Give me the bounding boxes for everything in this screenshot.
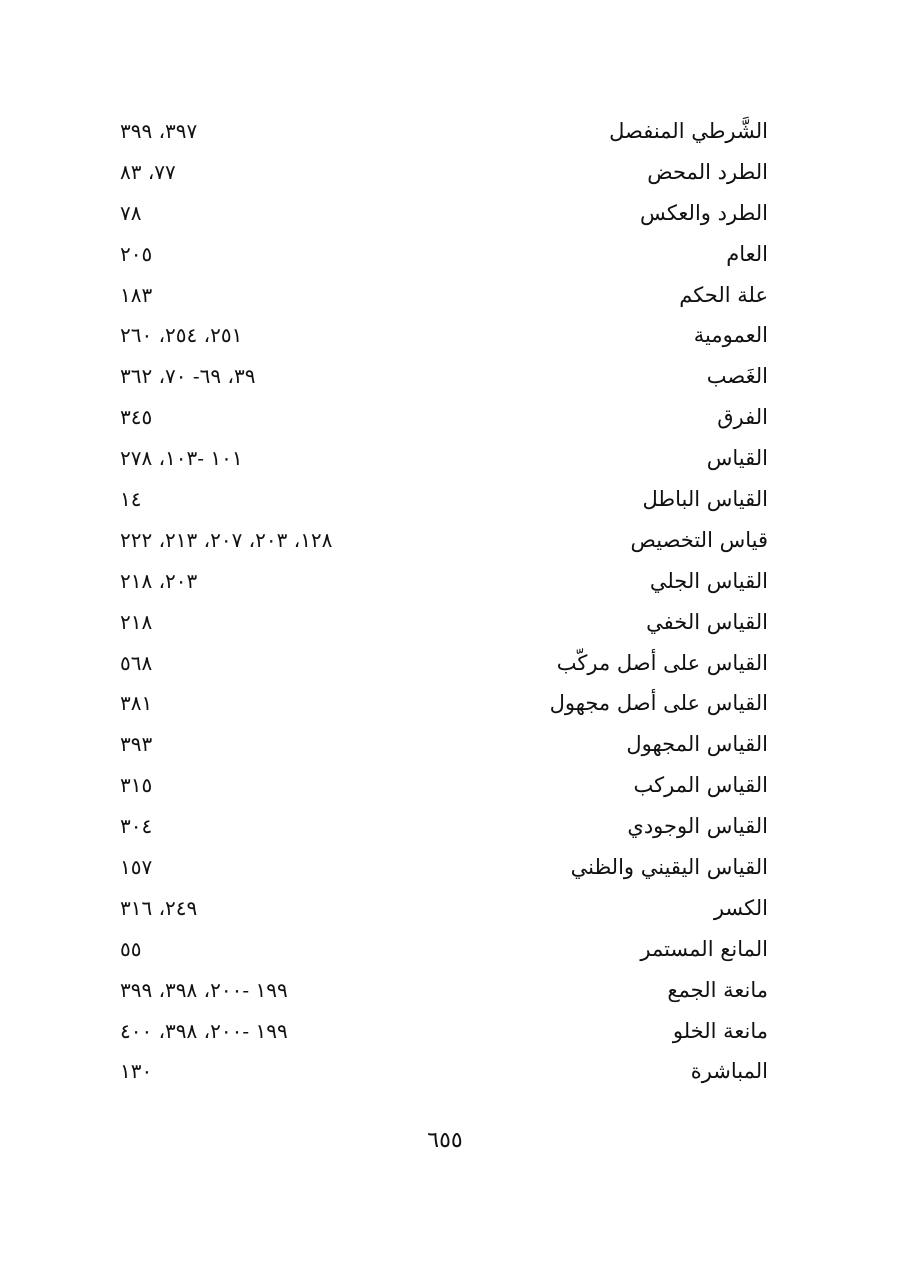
index-entry: [120, 971, 768, 1012]
index-entry: [120, 276, 768, 317]
index-entry: [120, 316, 768, 357]
index-term: العام: [726, 241, 768, 266]
index-entry: [120, 1052, 768, 1093]
index-entry: [120, 807, 768, 848]
index-entry: [120, 398, 768, 439]
index-term: مانعة الخلو: [672, 1018, 768, 1043]
index-pages: ١٨٣: [120, 282, 153, 307]
index-pages: ٣١٥: [120, 773, 153, 798]
index-entry: [120, 439, 768, 480]
index-pages: ٢٠٣، ٢١٨: [120, 568, 198, 593]
index-term: القياس الباطل: [642, 487, 768, 512]
index-pages: ٧٨: [120, 200, 142, 225]
index-entry: [120, 480, 768, 521]
index-term: قياس التخصيص: [630, 527, 768, 552]
index-entry: [120, 1012, 768, 1053]
index-pages: ٥٦٨: [120, 650, 153, 675]
index-entry: [120, 848, 768, 889]
page-number: ٦٥٥: [427, 1128, 463, 1153]
index-term: المباشرة: [690, 1059, 768, 1084]
index-pages: ١٥٧: [120, 855, 153, 880]
index-pages: ٣٤٥: [120, 405, 153, 430]
index-pages: ٣٩٣: [120, 732, 153, 757]
index-term: القياس المجهول: [626, 732, 768, 757]
index-term: القياس الجلي: [649, 568, 768, 593]
index-term: علة الحكم: [679, 282, 768, 307]
index-pages: ١٩٩ -٢٠٠، ٣٩٨، ٤٠٠: [120, 1018, 288, 1043]
index-entry: [120, 194, 768, 235]
index-term: الطرد المحض: [647, 159, 768, 184]
index-pages: ٥٥: [120, 936, 142, 961]
index-pages: ١٠١ -١٠٣، ٢٧٨: [120, 446, 243, 471]
index-entry: [120, 153, 768, 194]
index-term: الغَصب: [706, 364, 768, 389]
index-entry: [120, 235, 768, 276]
index-term: الطرد والعكس: [640, 200, 768, 225]
index-entry: [120, 766, 768, 807]
index-entry: [120, 521, 768, 562]
index-pages: ٣٩، ٦٩- ٧٠، ٣٦٢: [120, 364, 256, 389]
index-term: العمومية: [693, 323, 768, 348]
index-pages: ٢١٨: [120, 609, 153, 634]
index-term: القياس الوجودي: [627, 814, 768, 839]
index-term: القياس على أصل مجهول: [549, 691, 768, 716]
index-term: الشَّرطي المنفصل: [609, 119, 768, 143]
index-term: القياس على أصل مركّب: [556, 650, 768, 675]
index-pages: ٣٠٤: [120, 814, 153, 839]
index-term: القياس الخفي: [646, 609, 768, 634]
index-term: الفرق: [717, 405, 768, 430]
index-pages: ٣٩٧، ٣٩٩: [120, 119, 198, 143]
index-pages: ١٩٩ -٢٠٠، ٣٩٨، ٣٩٩: [120, 977, 288, 1002]
index-entry: [120, 725, 768, 766]
index-pages: ١٤: [120, 487, 142, 512]
index-term: مانعة الجمع: [667, 977, 768, 1002]
index-pages: ٢٤٩، ٣١٦: [120, 895, 198, 920]
index-entry: [120, 684, 768, 725]
index-pages: ٢٥١، ٢٥٤، ٢٦٠: [120, 323, 243, 348]
index-list: [120, 112, 768, 1093]
index-entry: [120, 357, 768, 398]
index-term: القياس اليقيني والظني: [570, 855, 768, 880]
index-pages: ٢٠٥: [120, 241, 153, 266]
index-pages: ٧٧، ٨٣: [120, 159, 176, 184]
index-pages: ١٢٨، ٢٠٣، ٢٠٧، ٢١٣، ٢٢٢: [120, 527, 333, 552]
index-entry: [120, 112, 768, 153]
index-term: الكسر: [713, 895, 768, 920]
index-entry: [120, 930, 768, 971]
index-term: المانع المستمر: [640, 936, 768, 961]
index-entry: [120, 889, 768, 930]
index-pages: ٣٨١: [120, 691, 153, 716]
index-pages: ١٣٠: [120, 1059, 153, 1084]
index-entry: [120, 644, 768, 685]
index-term: القياس: [706, 446, 768, 471]
index-entry: [120, 603, 768, 644]
index-entry: [120, 562, 768, 603]
index-term: القياس المركب: [633, 773, 768, 798]
